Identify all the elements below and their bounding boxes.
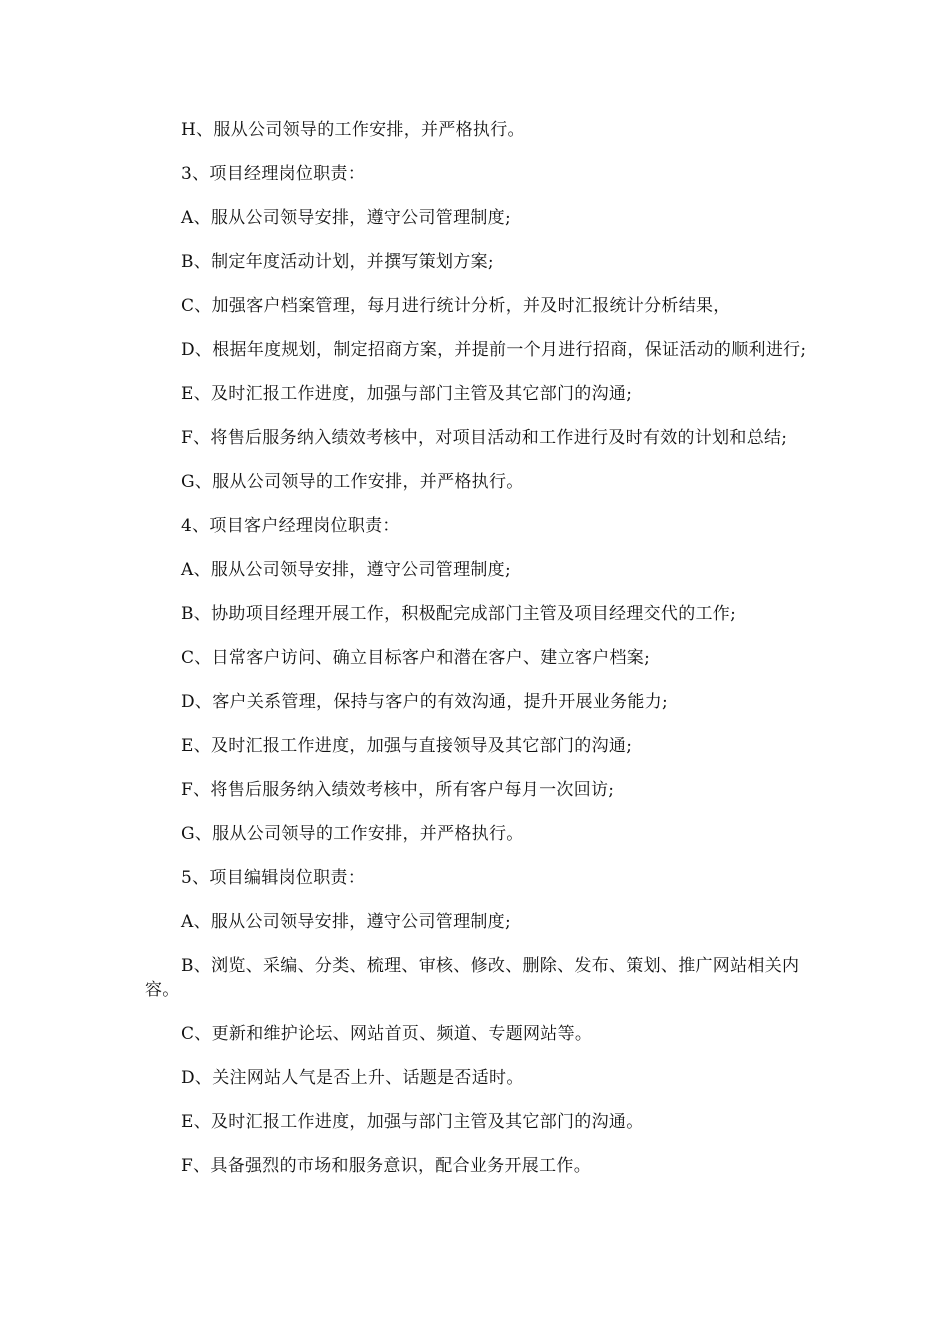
- paragraph-am-d: D、客户关系管理，保持与客户的有效沟通，提升开展业务能力;: [181, 692, 669, 712]
- paragraph-pm-c: C、加强客户档案管理，每月进行统计分析，并及时汇报统计分析结果，: [181, 296, 731, 316]
- heading-project-manager-duties: 3、项目经理岗位职责：: [181, 164, 366, 184]
- paragraph-am-g: G、服从公司领导的工作安排，并严格执行。: [181, 824, 524, 844]
- paragraph-pm-g: G、服从公司领导的工作安排，并严格执行。: [181, 472, 524, 492]
- paragraph-ed-c: C、更新和维护论坛、网站首页、频道、专题网站等。: [181, 1024, 593, 1044]
- document-body: [145, 118, 815, 1198]
- paragraph-pm-d: D、根据年度规划，制定招商方案，并提前一个月进行招商，保证活动的顺利进行;: [181, 340, 807, 360]
- paragraph-am-e: E、及时汇报工作进度，加强与直接领导及其它部门的沟通;: [181, 736, 633, 756]
- paragraph-ed-b: B、浏览、采编、分类、梳理、审核、修改、删除、发布、策划、推广网站相关内容。: [145, 956, 800, 1000]
- paragraph-am-a: A、服从公司领导安排，遵守公司管理制度;: [181, 560, 512, 580]
- heading-editor-duties: 5、项目编辑岗位职责：: [181, 868, 366, 888]
- paragraph-am-f: F、将售后服务纳入绩效考核中，所有客户每月一次回访;: [181, 780, 615, 800]
- heading-account-manager-duties: 4、项目客户经理岗位职责：: [181, 516, 400, 536]
- paragraph-pm-f: F、将售后服务纳入绩效考核中，对项目活动和工作进行及时有效的计划和总结;: [181, 428, 788, 448]
- paragraph-h-obey-leaders: H、服从公司领导的工作安排，并严格执行。: [181, 120, 525, 140]
- paragraph-ed-d: D、关注网站人气是否上升、话题是否适时。: [181, 1068, 524, 1088]
- paragraph-ed-f: F、具备强烈的市场和服务意识，配合业务开展工作。: [181, 1156, 591, 1176]
- paragraph-pm-a: A、服从公司领导安排，遵守公司管理制度;: [181, 208, 512, 228]
- paragraph-am-b: B、协助项目经理开展工作，积极配完成部门主管及项目经理交代的工作;: [181, 604, 737, 624]
- paragraph-pm-e: E、及时汇报工作进度，加强与部门主管及其它部门的沟通;: [181, 384, 633, 404]
- paragraph-am-c: C、日常客户访问、确立目标客户和潜在客户、建立客户档案;: [181, 648, 651, 668]
- paragraph-ed-e: E、及时汇报工作进度，加强与部门主管及其它部门的沟通。: [181, 1112, 644, 1132]
- paragraph-ed-a: A、服从公司领导安排，遵守公司管理制度;: [181, 912, 512, 932]
- paragraph-pm-b: B、制定年度活动计划，并撰写策划方案;: [181, 252, 494, 272]
